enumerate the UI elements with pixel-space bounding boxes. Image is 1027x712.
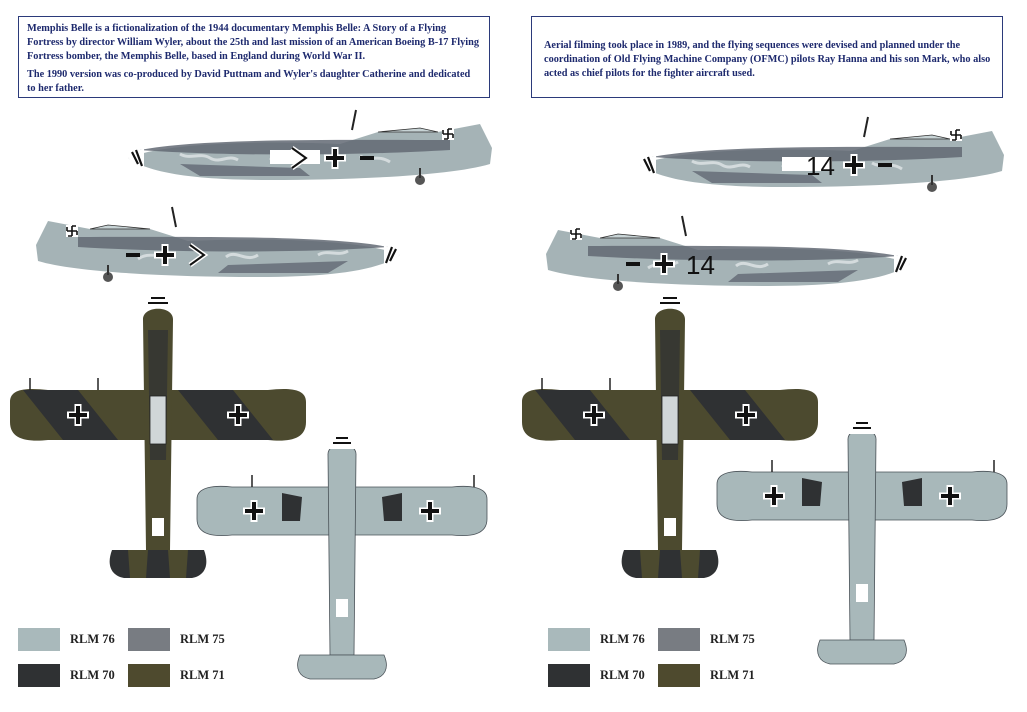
legend-label: RLM 70: [70, 668, 115, 682]
legend-label: RLM 76: [70, 632, 115, 646]
info-right-paragraph-1: Aerial filming took place in 1989, and the flying sequences were devised and planned under the coordination of Old Flying Machine Company (OFMC) pilots Ray Hanna and his son Mark, who also acted as chief pilots for the fighter aircraft used.: [544, 40, 991, 80]
swatch-rlm71: [128, 664, 170, 687]
legend-left-item: [18, 628, 115, 651]
aircraft-right-side-port: [546, 216, 910, 291]
fuselage-number-port: 14: [686, 250, 715, 280]
info-left-paragraph-2: The 1990 version was co-produced by David Puttnam and Wyler's daughter Catherine and dedicated to her father.: [27, 68, 471, 94]
aircraft-right-top-view: [522, 290, 818, 578]
legend-left-item: [128, 628, 225, 651]
legend-left-item: [18, 664, 115, 687]
legend-right-item: [548, 628, 645, 651]
legend-right-item: [658, 628, 755, 651]
legend-label: RLM 71: [710, 668, 755, 682]
legend-left-item: [128, 664, 225, 687]
aircraft-left-side-port: [36, 207, 400, 282]
swatch-rlm71: [658, 664, 700, 687]
swatch-rlm75: [658, 628, 700, 651]
legend-label: RLM 75: [180, 632, 225, 646]
swatch-rlm70: [18, 664, 60, 687]
fuselage-number-starboard: 14: [806, 151, 835, 181]
legend-label: RLM 76: [600, 632, 645, 646]
aircraft-left-side-starboard: [128, 110, 492, 185]
info-left-paragraph-1: Memphis Belle is a fictionalization of the 1944 documentary Memphis Belle: A Story of a Flying Fortress by director William Wyler, about the 25th and last mission of an American Boeing B-17 Flying Fortress bomber, the Memphis Belle, based in England during World War II.: [27, 23, 480, 63]
legend-label: RLM 70: [600, 668, 645, 682]
legend-right-item: [658, 664, 755, 687]
legend-label: RLM 71: [180, 668, 225, 682]
swatch-rlm75: [128, 628, 170, 651]
swatch-rlm70: [548, 664, 590, 687]
aircraft-right-bottom-view: [717, 414, 1007, 664]
aircraft-left-bottom-view: [197, 429, 487, 679]
legend-label: RLM 75: [710, 632, 755, 646]
aircraft-right-side-starboard: [640, 117, 1004, 192]
swatch-rlm76: [548, 628, 590, 651]
legend-right-item: [548, 664, 645, 687]
swatch-rlm76: [18, 628, 60, 651]
